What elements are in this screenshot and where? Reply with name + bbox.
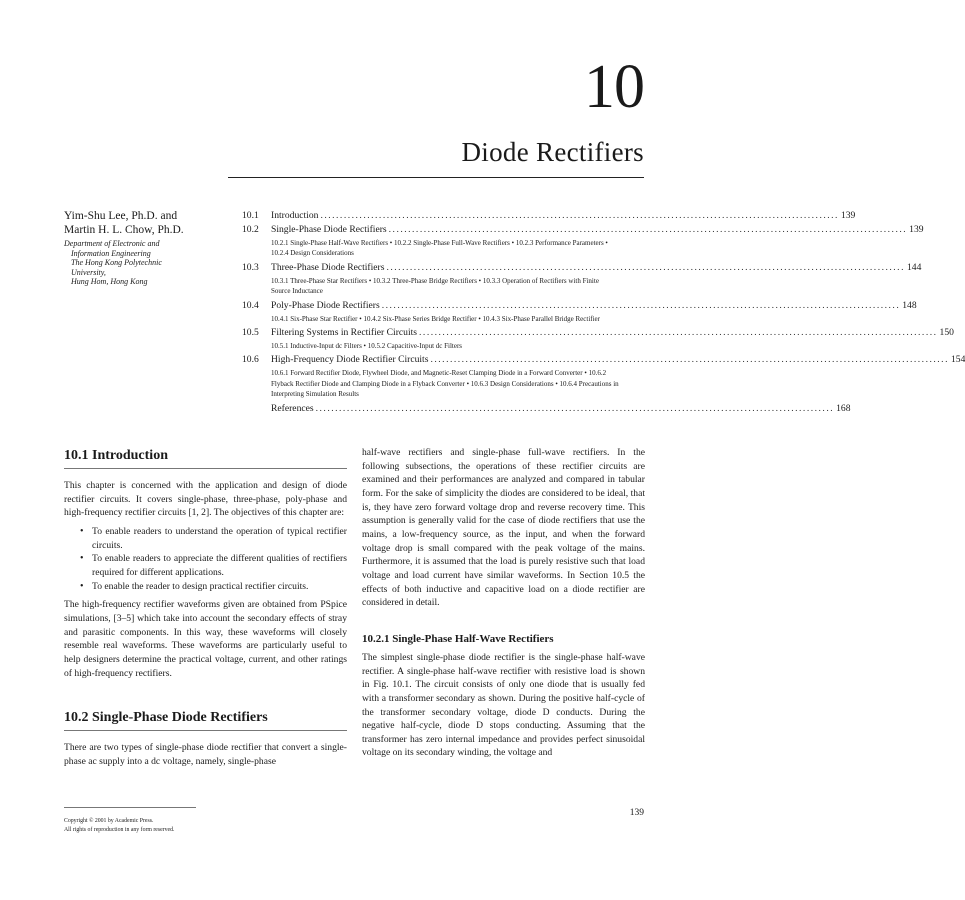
affiliation-line: Information Engineering <box>71 248 151 258</box>
toc-number: 10.5 <box>242 327 259 339</box>
toc-entry-introduction[interactable] <box>242 209 856 223</box>
toc-entry-three-phase[interactable] <box>242 261 922 297</box>
toc-leader-dots: ..................................................................................................................................... <box>419 327 938 339</box>
toc-title: Poly-Phase Diode Rectifiers <box>271 299 380 311</box>
toc-number: 10.2 <box>242 224 259 235</box>
toc-subsections: 10.5.1 Inductive-Input dc Filters • 10.5.2 Capacitive-Input dc Filters <box>271 342 463 351</box>
affiliation-line: The Hong Kong Polytechnic <box>71 258 162 268</box>
copyright-line: Copyright © 2001 by Academic Press. <box>64 818 154 824</box>
author-name: Yim-Shu Lee, Ph.D. and <box>64 210 178 222</box>
author-block <box>64 209 234 287</box>
list-item: • To enable readers to appreciate the different qualities of rectifiers required for different applications. <box>92 552 347 579</box>
chapter-number: 10 <box>584 53 644 121</box>
list-item: • To enable the reader to design practical rectifier circuits. <box>92 580 347 594</box>
toc-title: Filtering Systems in Rectifier Circuits <box>271 327 418 339</box>
toc-leader-dots: ..................................................................................................................................... <box>430 354 949 366</box>
toc-entry-high-frequency[interactable] <box>242 353 965 399</box>
section-heading-single-phase: 10.2 Single-Phase Diode Rectifiers <box>64 710 268 726</box>
toc-entry-single-phase[interactable] <box>242 223 924 259</box>
toc-title: High-Frequency Diode Rectifier Circuits <box>271 354 429 366</box>
affiliation-line: University, <box>71 267 106 277</box>
subsection-heading-half-wave: 10.2.1 Single-Phase Half-Wave Rectifiers <box>362 632 554 645</box>
toc-page-number: 148 <box>902 299 917 311</box>
toc-subsections: 10.4.1 Six-Phase Star Rectifier • 10.4.2 Six-Phase Series Bridge Rectifier • 10.4.3 Six-Phase Parallel Bridge Rectifier <box>271 314 600 323</box>
toc-page-number: 144 <box>906 261 922 273</box>
toc-title: Three-Phase Diode Rectifiers <box>271 261 385 273</box>
toc-leader-dots: ..................................................................................................................................... <box>386 261 905 273</box>
toc-number: 10.1 <box>242 210 259 221</box>
table-of-contents <box>242 209 965 416</box>
list-item: • To enable readers to understand the operation of typical rectifier circuits. <box>92 525 347 552</box>
author-affiliation <box>64 239 234 287</box>
rights-line: All rights of reproduction in any form reserved. <box>64 827 175 833</box>
toc-leader-dots: ..................................................................................................................................... <box>315 402 835 414</box>
toc-page-number: 139 <box>909 224 924 235</box>
section-rule <box>64 730 347 731</box>
toc-page-number: 139 <box>840 210 856 221</box>
page-number: 139 <box>629 808 644 818</box>
toc-page-number: 168 <box>836 402 851 414</box>
left-column <box>64 446 347 769</box>
toc-page-number: 154 <box>950 354 965 366</box>
chapter-title: Diode Rectifiers <box>461 137 644 167</box>
copyright-footnote <box>64 807 264 835</box>
toc-number: 10.3 <box>242 261 259 273</box>
toc-subsections: 10.6.1 Forward Rectifier Diode, Flywheel Diode, and Magnetic-Reset Clamping Diode in a Forward Converter • 10.6.2 Flyback Rectifier Diode and Clamping Diode in a Flyback Converter • 10.6.3 Design Considerations • 10.6.4 Precautions in Interpreting Simulation Results <box>271 369 619 399</box>
paragraph: The simplest single-phase diode rectifier is the single-phase half-wave rectifier. A single-phase half-wave rectifier with resistive load is shown in Fig. 10.1. The circuit consists of only one diode that is usually fed with a transformer secondary as shown. During the positive half-cycle of the transformer secondary voltage, diode D conducts. During the negative half-cycle, diode D stops conducting. Assuming that the transformer has zero internal impedance and provides perfect sinusoidal voltage on its secondary winding, the voltage and <box>362 651 645 759</box>
right-column <box>362 446 645 760</box>
toc-subsections: 10.2.1 Single-Phase Half-Wave Rectifiers • 10.2.2 Single-Phase Full-Wave Rectifiers • 10.2.3 Performance Parameters • 10.2.4 Design Considerations <box>271 239 608 258</box>
chapter-title-rule <box>228 177 644 178</box>
paragraph: half-wave rectifiers and single-phase full-wave rectifiers. In the following subsections, the operations of these rectifier circuits are examined and their performances are analyzed and compared in tabular form. For the sake of simplicity the diodes are considered to be ideal, that is, they have zero forward voltage drop and reverse recovery time. This assumption is generally valid for the case of diode rectifiers that use the mains, a low-frequency source, as the input, and when the forward voltage drop is small compared with the peak voltage of the mains. Furthermore, it is assumed that the load is purely resistive such that load voltage and load current have similar waveforms. In Section 10.5 the effects of both inductive and capacitive load on a diode rectifier are considered in detail. <box>362 447 645 609</box>
author-name: Martin H. L. Chow, Ph.D. <box>64 224 184 236</box>
toc-subsections: 10.3.1 Three-Phase Star Rectifiers • 10.3.2 Three-Phase Bridge Rectifiers • 10.3.3 Operation of Rectifiers with Finite Source Inductance <box>271 276 599 296</box>
affiliation-line: Department of Electronic and <box>64 239 160 248</box>
toc-entry-filtering[interactable] <box>242 326 954 351</box>
toc-title: References <box>271 402 314 414</box>
toc-leader-dots: ..................................................................................................................................... <box>381 299 901 311</box>
affiliation-line: Hung Hom, Hong Kong <box>71 277 148 287</box>
section-rule <box>64 468 347 469</box>
paragraph: The high-frequency rectifier waveforms given are obtained from PSpice simulations, [3–5] which take into account the secondary effects of stray and parasitic components. In this way, these waveforms will closely resemble real waveforms. These waveforms are particularly useful to help designers determine the practical voltage, current, and other ratings of high-frequency rectifiers. <box>64 599 347 679</box>
section-heading-introduction: 10.1 Introduction <box>64 448 168 463</box>
toc-page-number: 150 <box>939 327 954 339</box>
footnote-rule <box>64 807 196 808</box>
toc-title: Introduction <box>271 210 319 221</box>
paragraph: This chapter is concerned with the application and design of diode rectifier circuits. It covers single-phase, three-phase, poly-phase and high-frequency rectifier circuits [1, 2]. The objectives of this chapter are: <box>64 480 347 519</box>
objectives-list <box>64 525 347 593</box>
toc-leader-dots: ..................................................................................................................................... <box>320 210 839 221</box>
toc-title: Single-Phase Diode Rectifiers <box>271 224 387 235</box>
toc-number: 10.4 <box>242 299 259 311</box>
toc-entry-references[interactable] <box>242 402 851 416</box>
paragraph: There are two types of single-phase diode rectifier that convert a single-phase ac supply into a dc voltage, namely, single-phase <box>64 742 347 767</box>
toc-leader-dots: ..................................................................................................................................... <box>388 224 908 235</box>
toc-entry-poly-phase[interactable] <box>242 299 917 324</box>
toc-number: 10.6 <box>242 354 259 366</box>
